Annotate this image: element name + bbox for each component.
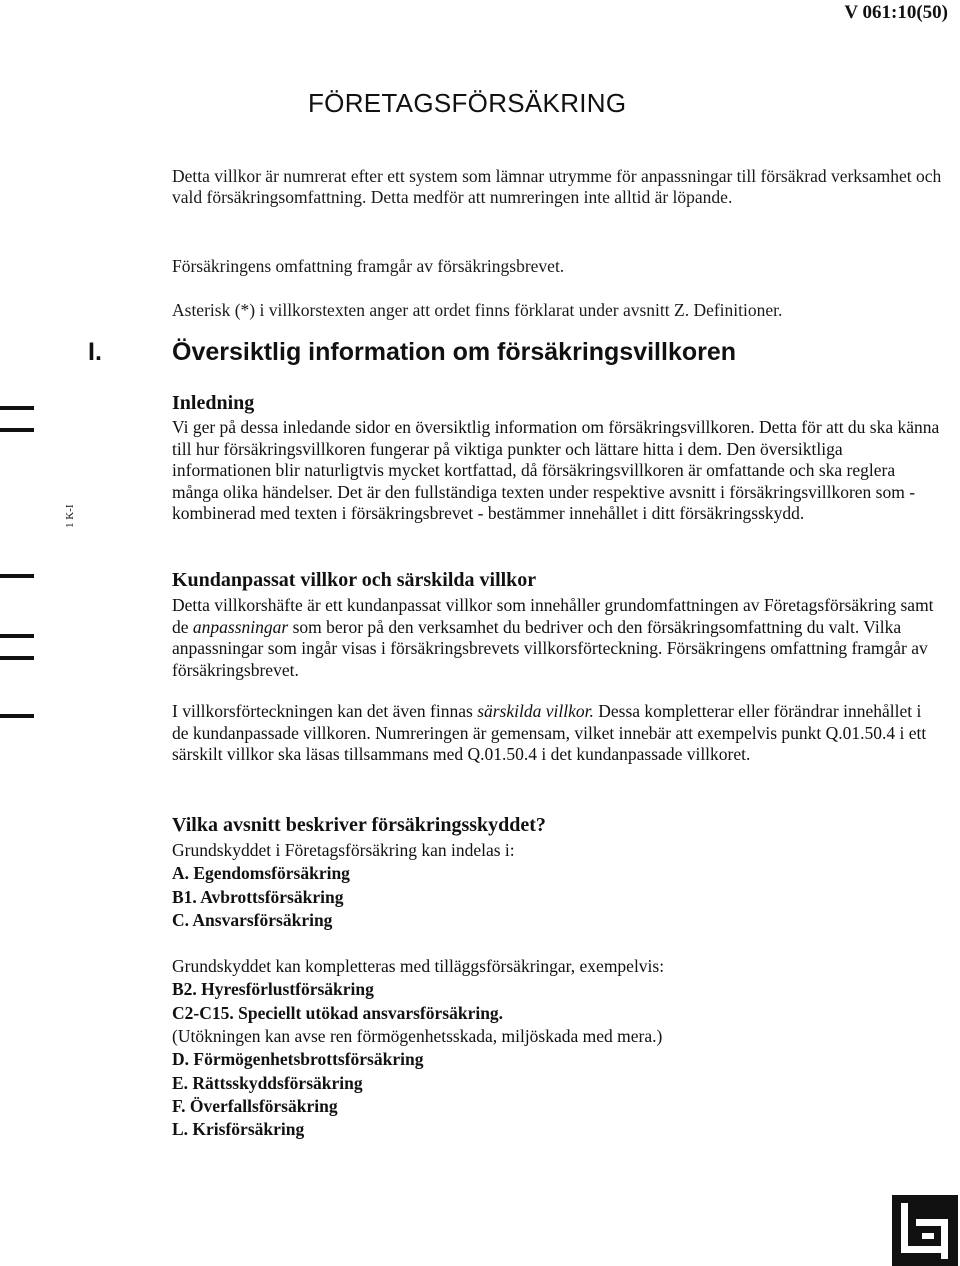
kundanpassat-paragraph-1: Detta villkorshäfte är ett kundanpassat villkor som innehåller grundomfattningen av Företagsförsäkring samt de anpassningar som beror på den verksamhet du bedriver och den försäkringsomfattning du valt. Vilka anpassningar som ingår visas i försäkringsbrevets villkorsförteckning. Försäkringens omfattning framgår av försäkringsbrevet. (172, 595, 934, 680)
avsnitt-heading: Vilka avsnitt beskriver försäkringsskyddet? (172, 814, 546, 836)
section-title: Översiktlig information om försäkringsvillkoren (172, 338, 737, 366)
list-item: L. Krisförsäkring (172, 1119, 305, 1140)
avsnitt-intro: Grundskyddet i Företagsförsäkring kan indelas i: (172, 840, 515, 860)
margin-marker-bar (0, 714, 34, 718)
inledning-heading: Inledning (172, 392, 255, 414)
list-item: C2-C15. Speciellt utökad ansvarsförsäkring. (172, 1002, 504, 1023)
avsnitt-block (172, 813, 942, 1142)
page-reference: V 061:10(50) (844, 2, 948, 23)
list-item: D. Förmögenhetsbrottsförsäkring (172, 1049, 424, 1070)
kundanpassat-heading: Kundanpassat villkor och särskilda villkor (172, 569, 537, 591)
margin-marker-bar (0, 634, 34, 638)
side-code: 1 K-I (64, 504, 76, 528)
extra-intro: Grundskyddet kan kompletteras med tilläggsförsäkringar, exempelvis: (172, 956, 665, 977)
list-item: B1. Avbrottsförsäkring (172, 886, 344, 907)
inledning-text: Vi ger på dessa inledande sidor en översiktlig information om försäkringsvillkoren. Detta för att du ska känna till hur försäkringsvillkoren fungerar på viktiga punkter och lättare hitta i dem. Den översiktliga informationen blir naturligtvis mycket kortfattad, då försäkringsvillkoren är omfattande och ska reglera många olika händelser. Det är den fullständiga texten under respektive avsnitt i försäkringsvillkoren som - kombinerad med texten i försäkringsbrevet - bestämmer innehållet i ditt försäkringsskydd. (172, 417, 940, 523)
company-logo (892, 1195, 958, 1266)
extra-note: (Utökningen kan avse ren förmögenhetsskada, miljöskada med mera.) (172, 1026, 663, 1047)
intro-paragraph-asterisk: Asterisk (*) i villkorstexten anger att ordet finns förklarat under avsnitt Z. Definitioner. (172, 300, 783, 320)
margin-marker-bar (0, 656, 34, 660)
list-item: A. Egendomsförsäkring (172, 863, 350, 884)
margin-marker-bar (0, 428, 34, 432)
kundanpassat-block (172, 568, 942, 766)
margin-marker-bar (0, 574, 34, 578)
margin-marker-bar (0, 406, 34, 410)
kundanpassat-paragraph-2: I villkorsförteckningen kan det även finnas särskilda villkor. Dessa kompletterar eller förändrar innehållet i de kundanpassade villkoren. Numreringen är gemensam, vilket innebär att exempelvis punkt Q.01.50.4 i ett särskilt villkor ska läsas tillsammans med Q.01.50.4 i det kundanpassade villkoret. (172, 701, 927, 764)
page-title: FÖRETAGSFÖRSÄKRING (308, 88, 627, 118)
list-item: C. Ansvarsförsäkring (172, 909, 333, 930)
list-item: F. Överfallsförsäkring (172, 1095, 338, 1116)
anpassningar-term: anpassningar (192, 616, 289, 637)
list-item: B2. Hyresförlustförsäkring (172, 979, 374, 1000)
list-item: E. Rättsskyddsförsäkring (172, 1072, 363, 1093)
section-number: I. (88, 338, 102, 366)
intro-paragraph-numbering: Detta villkor är numrerat efter ett system som lämnar utrymme för anpassningar till försäkrad verksamhet och vald försäkringsomfattning. Detta medför att numreringen inte alltid är löpande. (172, 166, 942, 207)
inledning-block (172, 391, 942, 525)
intro-paragraph-scope: Försäkringens omfattning framgår av försäkringsbrevet. (172, 256, 565, 276)
sarskilda-villkor-term: särskilda villkor. (477, 701, 594, 721)
